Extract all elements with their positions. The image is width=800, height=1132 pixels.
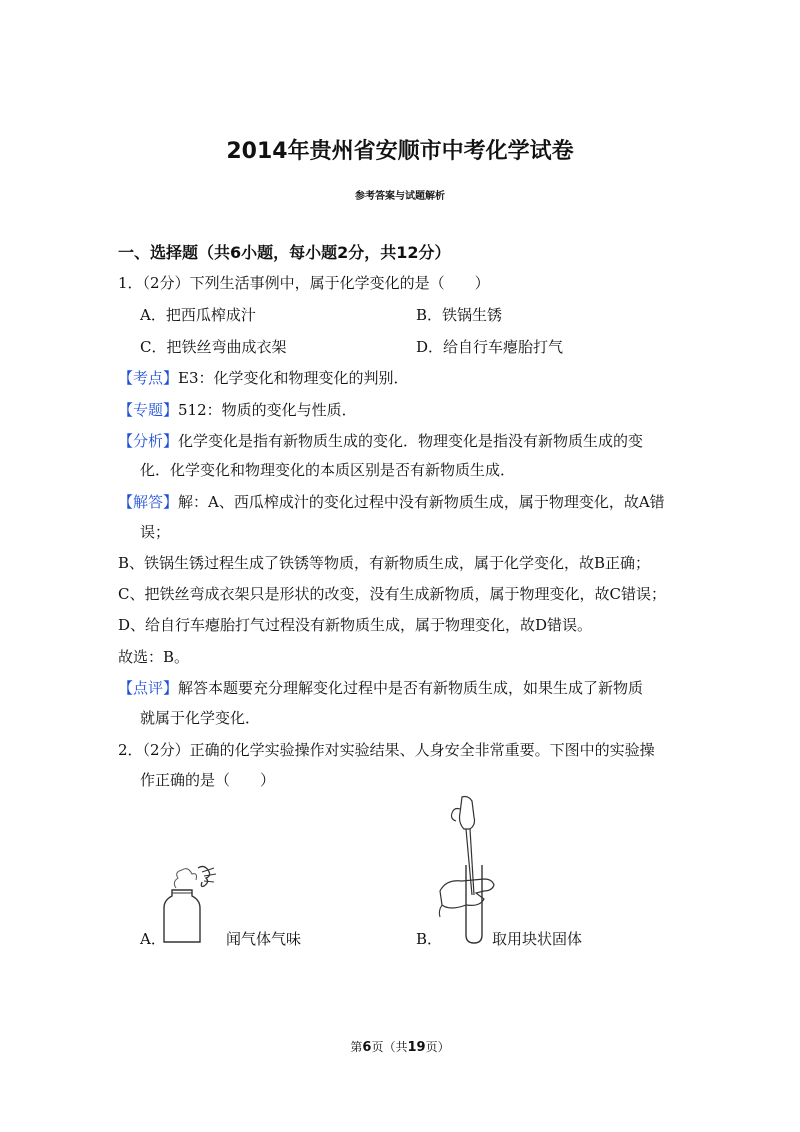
fenxi-text-2: 化．化学变化和物理变化的本质区别是否有新物质生成． [140,461,516,479]
jieda-text-1: 解：A、西瓜榨成汁的变化过程中没有新物质生成，属于物理变化，故A错 [178,493,665,511]
footer-prefix: 第 [350,1040,363,1054]
jieda-text-5: D、给自行车瘪胎打气过程没有新物质生成，属于物理变化，故D错误。 [118,616,593,634]
q1-fenxi [118,431,643,451]
dianping-text-2: 就属于化学变化． [140,709,261,727]
q2-option-b-label: 取用块状固体 [492,930,583,948]
q1-jieda [118,492,665,512]
q1-answer: 故选：B。 [118,648,190,666]
jieda-text-4: C、把铁丝弯成衣架只是形状的改变，没有生成新物质，属于物理变化，故C错误； [118,585,666,603]
q2-stem-1: 2．（2分）正确的化学实验操作对实验结果、人身安全非常重要。下图中的实验操 [118,741,655,759]
q2-stem-2: 作正确的是（ ） [140,771,276,789]
jieda-text-2: 误； [140,523,171,541]
q2-option-b-letter: B． [416,930,443,948]
q1-option-a: A．把西瓜榨成汁 [140,306,256,324]
q2-option-a-label: 闻气体气味 [226,930,302,948]
kaodian-text: E3：化学变化和物理变化的判别． [178,369,409,387]
footer-page-number: 6 [362,1040,372,1055]
q2-option-a-letter: A． [140,930,166,948]
kaodian-tag: 【考点】 [118,369,179,387]
q1-dianping [118,678,643,698]
footer-middle: 页（共 [371,1040,408,1054]
zhuanti-text: 512：物质的变化与性质． [178,401,357,419]
q1-zhuanti [118,400,357,420]
q1-option-b: B．铁锅生锈 [416,306,503,324]
page-footer [0,1038,800,1055]
q1-stem: 1．（2分）下列生活事例中，属于化学变化的是（ ） [118,274,490,292]
jieda-text-3: B、铁锅生锈过程生成了铁锈等物质，有新物质生成，属于化学变化，故B正确； [118,554,651,572]
page-subtitle: 参考答案与试题解析 [355,191,445,202]
q1-option-c: C．把铁丝弯曲成衣架 [140,338,287,356]
page-title: 2014年贵州省安顺市中考化学试卷 [226,139,574,164]
footer-total-pages: 19 [407,1040,426,1055]
fenxi-tag: 【分析】 [118,432,179,450]
dianping-text-1: 解答本题要充分理解变化过程中是否有新物质生成，如果生成了新物质 [178,679,644,697]
section-heading: 一、选择题（共6小题，每小题2分，共12分） [118,243,451,262]
smell-gas-illustration [158,862,220,946]
q1-kaodian [118,368,409,388]
footer-suffix: 页） [425,1040,450,1054]
jieda-tag: 【解答】 [118,493,179,511]
solid-sampling-illustration [436,795,502,945]
zhuanti-tag: 【专题】 [118,401,179,419]
q1-option-d: D．给自行车瘪胎打气 [416,338,564,356]
dianping-tag: 【点评】 [118,679,179,697]
fenxi-text-1: 化学变化是指有新物质生成的变化．物理变化是指没有新物质生成的变 [178,432,644,450]
